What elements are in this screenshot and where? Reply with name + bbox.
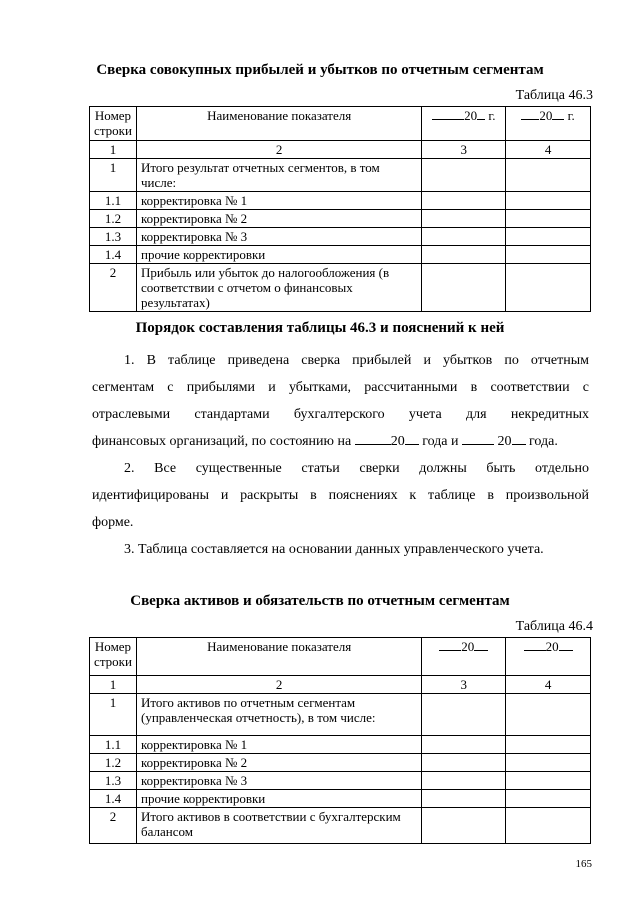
- table-46-3: [89, 106, 591, 312]
- column-number: 4: [506, 676, 591, 694]
- table-46-4-label: Таблица 46.4: [515, 619, 593, 634]
- table-row: [90, 228, 591, 246]
- column-numbers-row: [90, 676, 591, 694]
- row-number: 1.1: [90, 192, 137, 210]
- value-cell: [506, 736, 591, 754]
- table-row: [90, 790, 591, 808]
- row-number: 1.2: [90, 754, 137, 772]
- row-name: прочие корректировки: [136, 790, 421, 808]
- value-cell: [506, 264, 591, 312]
- row-number: 1.3: [90, 772, 137, 790]
- header-indicator-name: Наименование показателя: [136, 107, 421, 141]
- value-cell: [422, 790, 506, 808]
- section3-title: Сверка активов и обязательств по отчетным сегментам: [130, 593, 510, 609]
- table-row: [90, 246, 591, 264]
- value-cell: [506, 694, 591, 736]
- table-row: [90, 264, 591, 312]
- row-name: корректировка № 3: [136, 772, 421, 790]
- value-cell: [422, 192, 506, 210]
- row-name: корректировка № 2: [136, 754, 421, 772]
- value-cell: [506, 808, 591, 844]
- column-number: 1: [90, 141, 137, 159]
- table-row: [90, 192, 591, 210]
- value-cell: [506, 192, 591, 210]
- value-cell: [506, 790, 591, 808]
- value-cell: [506, 210, 591, 228]
- paragraph-2-line-2: идентифицированы и раскрыты в пояснениях к таблице в произвольной: [92, 488, 589, 503]
- column-number: 3: [422, 676, 506, 694]
- row-number: 1: [90, 159, 137, 192]
- column-number: 4: [506, 141, 591, 159]
- row-number: 1: [90, 694, 137, 736]
- header-year-1: 20: [422, 638, 506, 676]
- table-row: [90, 210, 591, 228]
- paragraph-2-line-1: 2. Все существенные статьи сверки должны быть отдельно: [124, 461, 589, 476]
- header-year-2: 20: [506, 638, 591, 676]
- value-cell: [422, 736, 506, 754]
- table-row: [90, 159, 591, 192]
- page-number: 165: [575, 858, 592, 870]
- table-row: [90, 808, 591, 844]
- value-cell: [506, 228, 591, 246]
- row-name: Итого результат отчетных сегментов, в том числе:: [136, 159, 421, 192]
- column-number: 2: [136, 141, 421, 159]
- table-row: [90, 772, 591, 790]
- header-indicator-name: Наименование показателя: [136, 638, 421, 676]
- table-row: [90, 754, 591, 772]
- row-number: 1.4: [90, 246, 137, 264]
- column-numbers-row: [90, 141, 591, 159]
- column-number: 1: [90, 676, 137, 694]
- row-name: Итого активов в соответствии с бухгалтерским балансом: [136, 808, 421, 844]
- row-name: корректировка № 1: [136, 736, 421, 754]
- column-number: 2: [136, 676, 421, 694]
- paragraph-2-line-3: форме.: [92, 515, 134, 530]
- paragraph-3: 3. Таблица составляется на основании данных управленческого учета.: [124, 542, 544, 557]
- header-row-number: Номер строки: [90, 107, 137, 141]
- table-46-4: [89, 637, 591, 844]
- value-cell: [422, 754, 506, 772]
- section2-title: Порядок составления таблицы 46.3 и пояснений к ней: [135, 320, 505, 336]
- row-number: 2: [90, 264, 137, 312]
- paragraph-1-line-2: сегментам с прибылями и убытками, рассчитанными в соответствии с: [92, 380, 589, 395]
- value-cell: [506, 159, 591, 192]
- paragraph-1-line-1: 1. В таблице приведена сверка прибылей и убытков по отчетным: [124, 353, 589, 368]
- row-number: 1.4: [90, 790, 137, 808]
- value-cell: [422, 210, 506, 228]
- row-name: корректировка № 2: [136, 210, 421, 228]
- table-46-3-label: Таблица 46.3: [515, 88, 593, 103]
- value-cell: [422, 694, 506, 736]
- header-year-2: 20 г.: [506, 107, 591, 141]
- table-row: [90, 694, 591, 736]
- paragraph-1-line-4: финансовых организаций, по состоянию на 20 года и 20 года.: [92, 434, 558, 449]
- row-number: 1.3: [90, 228, 137, 246]
- section1-title: Сверка совокупных прибылей и убытков по отчетным сегментам: [96, 62, 544, 78]
- row-number: 1.2: [90, 210, 137, 228]
- column-number: 3: [422, 141, 506, 159]
- value-cell: [422, 264, 506, 312]
- value-cell: [422, 228, 506, 246]
- value-cell: [506, 754, 591, 772]
- value-cell: [422, 772, 506, 790]
- row-name: Прибыль или убыток до налогообложения (в соответствии с отчетом о финансовых результатах): [136, 264, 421, 312]
- row-name: корректировка № 1: [136, 192, 421, 210]
- table-row: [90, 736, 591, 754]
- paragraph-1-line-3: отраслевыми стандартами бухгалтерского учета для некредитных: [92, 407, 589, 422]
- row-name: корректировка № 3: [136, 228, 421, 246]
- value-cell: [506, 246, 591, 264]
- row-number: 1.1: [90, 736, 137, 754]
- value-cell: [422, 159, 506, 192]
- header-year-1: 20 г.: [422, 107, 506, 141]
- header-row-number: Номер строки: [90, 638, 137, 676]
- row-number: 2: [90, 808, 137, 844]
- row-name: прочие корректировки: [136, 246, 421, 264]
- value-cell: [506, 772, 591, 790]
- value-cell: [422, 246, 506, 264]
- row-name: Итого активов по отчетным сегментам (управленческая отчетность), в том числе:: [136, 694, 421, 736]
- value-cell: [422, 808, 506, 844]
